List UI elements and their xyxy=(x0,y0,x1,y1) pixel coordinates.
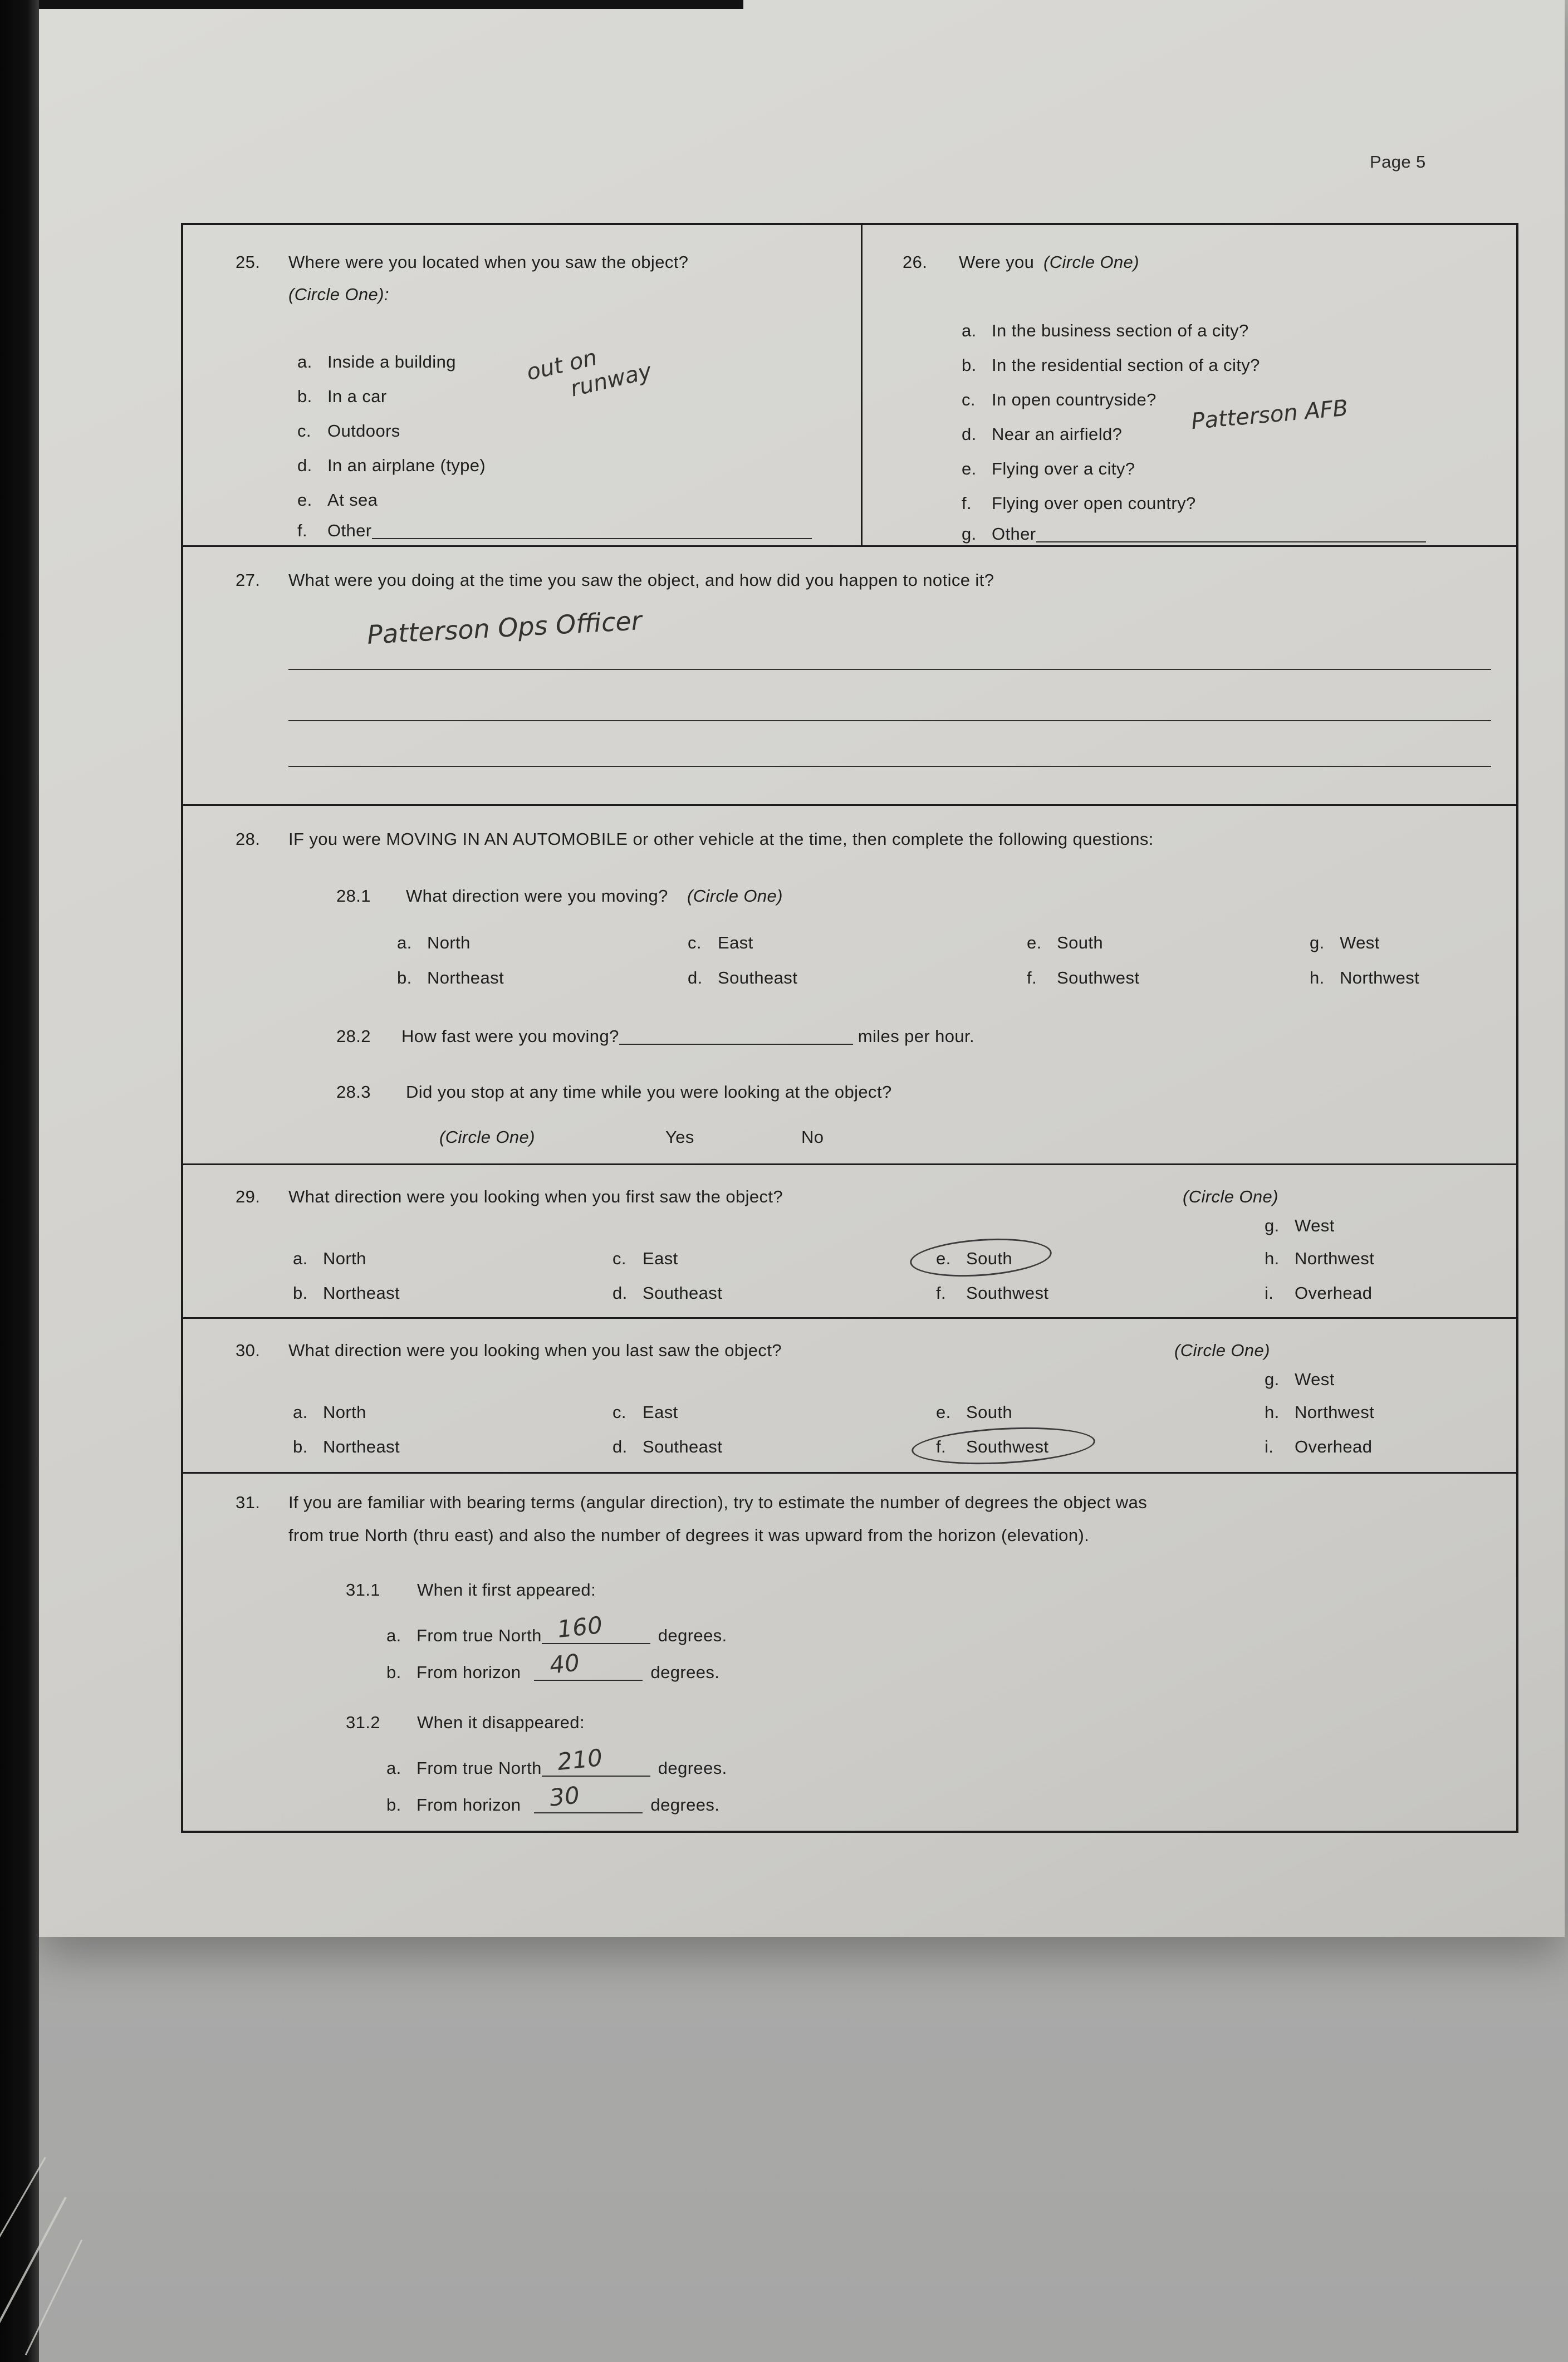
degrees-label: degrees. xyxy=(650,1662,720,1682)
option-label: South xyxy=(966,1402,1013,1422)
q28-option-g xyxy=(1310,932,1380,954)
q25-option-d xyxy=(297,455,486,477)
option-key: a. xyxy=(293,1402,308,1422)
option-key: c. xyxy=(612,1402,626,1422)
q31-1-row-b xyxy=(386,1648,720,1684)
column-divider xyxy=(861,225,863,545)
q28-2-suffix: miles per hour. xyxy=(857,1026,975,1046)
option-label: At sea xyxy=(327,490,378,510)
q31-2-row-b xyxy=(386,1781,720,1816)
option-key: d. xyxy=(688,968,703,987)
option-key: d. xyxy=(612,1283,628,1303)
option-label: Outdoors xyxy=(327,421,400,441)
option-label: North xyxy=(323,1249,366,1268)
answer-line xyxy=(288,669,1491,670)
option-label: North xyxy=(323,1402,366,1422)
handwritten-value: 160 xyxy=(556,1611,604,1643)
option-label: Southwest xyxy=(966,1283,1049,1303)
q26-option-f xyxy=(962,493,1196,515)
section-q31 xyxy=(183,1472,1516,1831)
option-key: c. xyxy=(688,933,702,952)
option-key: b. xyxy=(293,1283,308,1303)
q26-option-d xyxy=(962,424,1122,446)
q29-number: 29. xyxy=(236,1187,261,1206)
q28-1-number: 28.1 xyxy=(336,886,371,906)
option-label: Inside a building xyxy=(327,352,456,371)
handwritten-value: 40 xyxy=(548,1648,582,1679)
q28-title: IF you were MOVING IN AN AUTOMOBILE or other vehicle at the time, then complete the following questions: xyxy=(288,829,1154,849)
q30-subtitle: (Circle One) xyxy=(1174,1341,1270,1360)
option-key: g. xyxy=(1310,933,1325,952)
q30-title: What direction were you looking when you last saw the object? xyxy=(288,1341,782,1360)
section-q27 xyxy=(183,545,1516,804)
q30-option-c xyxy=(612,1402,678,1424)
degrees-blank xyxy=(542,1611,650,1644)
option-key: a. xyxy=(962,321,977,340)
option-key: f. xyxy=(1027,968,1037,987)
q27-number: 27. xyxy=(236,570,261,590)
option-label: Other xyxy=(992,524,1036,544)
option-key: g. xyxy=(1265,1216,1280,1235)
option-key: a. xyxy=(386,1626,401,1645)
option-label: Southeast xyxy=(718,968,798,987)
option-label: South xyxy=(966,1249,1013,1268)
questionnaire-form xyxy=(181,223,1518,1833)
option-key: e. xyxy=(962,459,977,478)
q30-option-g xyxy=(1265,1369,1335,1391)
q30-option-e xyxy=(936,1402,1012,1424)
option-label: Overhead xyxy=(1295,1283,1373,1303)
option-key: a. xyxy=(297,352,312,371)
option-key: f. xyxy=(297,521,308,540)
option-label: In the business section of a city? xyxy=(992,321,1249,340)
circle-annotation-southwest xyxy=(911,1423,1096,1468)
q28-3-no: No xyxy=(801,1127,824,1147)
q28-option-b xyxy=(397,967,504,989)
q26-option-e xyxy=(962,458,1135,480)
option-key: b. xyxy=(386,1795,401,1815)
q28-3-subtitle: (Circle One) xyxy=(439,1127,535,1147)
option-key: d. xyxy=(297,456,312,475)
option-key: d. xyxy=(962,424,977,444)
q28-3-title: Did you stop at any time while you were looking at the object? xyxy=(406,1082,892,1102)
q28-3-number: 28.3 xyxy=(336,1082,371,1102)
section-q30 xyxy=(183,1317,1516,1472)
option-key: f. xyxy=(962,493,972,513)
option-key: i. xyxy=(1265,1283,1274,1303)
q31-1-row-a xyxy=(386,1611,727,1647)
q30-option-a xyxy=(293,1402,366,1424)
speed-blank-line xyxy=(619,1028,853,1045)
option-label: In an airplane (type) xyxy=(327,456,486,475)
option-key: c. xyxy=(612,1249,626,1268)
q28-2-number: 28.2 xyxy=(336,1026,371,1046)
q29-title: What direction were you looking when you first saw the object? xyxy=(288,1187,783,1206)
q28-2-row xyxy=(336,1026,974,1048)
q26-subtitle: (Circle One) xyxy=(1043,252,1139,272)
degrees-blank xyxy=(534,1781,643,1813)
q29-option-g xyxy=(1265,1215,1335,1237)
option-key: g. xyxy=(962,524,977,544)
option-label: Flying over a city? xyxy=(992,459,1135,478)
q25-option-a xyxy=(297,351,456,373)
q25-number: 25. xyxy=(236,252,261,272)
q25-option-c xyxy=(297,420,400,442)
option-key: f. xyxy=(936,1437,947,1456)
option-label: South xyxy=(1057,933,1104,952)
option-key: e. xyxy=(936,1249,951,1268)
option-key: d. xyxy=(612,1437,628,1456)
q26-number: 26. xyxy=(903,252,928,272)
q25-option-b xyxy=(297,386,387,408)
q29-option-i xyxy=(1265,1283,1372,1304)
field-label: From true North xyxy=(416,1758,542,1778)
q26-handwritten-answer: Patterson AFB xyxy=(1190,395,1349,435)
q26-option-b xyxy=(962,355,1260,376)
q26-option-a xyxy=(962,320,1249,342)
option-label: West xyxy=(1340,933,1380,952)
option-label: West xyxy=(1295,1216,1335,1235)
handwritten-value: 30 xyxy=(548,1781,582,1812)
q27-title: What were you doing at the time you saw the object, and how did you happen to notice it? xyxy=(288,570,994,590)
q29-option-d xyxy=(612,1283,722,1304)
option-label: Flying over open country? xyxy=(992,493,1196,513)
q31-number: 31. xyxy=(236,1493,261,1512)
q28-option-a xyxy=(397,932,471,954)
option-label: Northwest xyxy=(1295,1402,1375,1422)
page-number: Page 5 xyxy=(1370,152,1426,172)
q29-subtitle: (Circle One) xyxy=(1183,1187,1278,1206)
q25-title: Where were you located when you saw the object? xyxy=(288,252,689,272)
option-label: In a car xyxy=(327,387,387,406)
option-key: h. xyxy=(1265,1249,1280,1268)
option-label: Northwest xyxy=(1295,1249,1375,1268)
q28-3-yes: Yes xyxy=(665,1127,694,1147)
answer-line xyxy=(288,766,1491,767)
degrees-label: degrees. xyxy=(658,1626,727,1645)
q31-2-title: When it disappeared: xyxy=(417,1713,585,1732)
option-label: Southwest xyxy=(1057,968,1140,987)
option-label: Northeast xyxy=(427,968,504,987)
option-key: a. xyxy=(293,1249,308,1268)
option-key: h. xyxy=(1265,1402,1280,1422)
option-label: Southeast xyxy=(643,1437,723,1456)
q28-1-title: What direction were you moving? xyxy=(406,886,668,906)
q30-option-i xyxy=(1265,1436,1372,1458)
option-label: In the residential section of a city? xyxy=(992,355,1260,375)
q29-option-a xyxy=(293,1248,366,1270)
q28-option-d xyxy=(688,967,797,989)
q28-option-f xyxy=(1027,967,1139,989)
option-key: b. xyxy=(386,1662,401,1682)
option-key: c. xyxy=(297,421,311,441)
scan-edge-band xyxy=(0,0,39,2362)
option-label: Southwest xyxy=(966,1437,1049,1456)
q28-option-h xyxy=(1310,967,1419,989)
option-key: a. xyxy=(397,933,412,952)
option-label: Overhead xyxy=(1295,1437,1373,1456)
option-label: Near an airfield? xyxy=(992,424,1123,444)
q31-2-row-a xyxy=(386,1743,727,1779)
q28-2-title: How fast were you moving? xyxy=(401,1026,619,1046)
option-key: h. xyxy=(1310,968,1325,987)
option-label: Northwest xyxy=(1340,968,1420,987)
q25-option-e xyxy=(297,490,378,511)
q28-option-c xyxy=(688,932,753,954)
q30-number: 30. xyxy=(236,1341,261,1360)
option-key: e. xyxy=(936,1402,951,1422)
q29-option-f xyxy=(936,1283,1048,1304)
q25-subtitle: (Circle One): xyxy=(288,285,389,304)
q28-1-subtitle: (Circle One) xyxy=(687,886,783,906)
option-label: East xyxy=(718,933,753,952)
q30-option-d xyxy=(612,1436,722,1458)
option-key: b. xyxy=(297,387,312,406)
option-label: Northeast xyxy=(323,1283,400,1303)
option-label: East xyxy=(643,1402,678,1422)
q31-2-number: 31.2 xyxy=(346,1713,380,1732)
option-key: e. xyxy=(1027,933,1042,952)
q31-1-number: 31.1 xyxy=(346,1580,380,1600)
option-label: In open countryside? xyxy=(992,390,1157,409)
field-label: From true North xyxy=(416,1626,542,1645)
option-key: b. xyxy=(397,968,412,987)
q26-title: Were you xyxy=(959,252,1035,272)
option-key: c. xyxy=(962,390,976,409)
q26-option-c xyxy=(962,389,1157,411)
q29-option-h xyxy=(1265,1248,1374,1270)
field-label: From horizon xyxy=(416,1795,521,1815)
section-q28 xyxy=(183,804,1516,1163)
option-label: West xyxy=(1295,1370,1335,1389)
option-label: Northeast xyxy=(323,1437,400,1456)
option-key: i. xyxy=(1265,1437,1274,1456)
option-label: East xyxy=(643,1249,678,1268)
other-blank-line xyxy=(372,522,812,539)
option-key: a. xyxy=(386,1758,401,1778)
degrees-label: degrees. xyxy=(658,1758,727,1778)
degrees-blank xyxy=(534,1648,643,1681)
option-label: Southeast xyxy=(643,1283,723,1303)
q26-option-g xyxy=(962,524,1426,545)
option-label: Other xyxy=(327,521,372,540)
section-q29 xyxy=(183,1163,1516,1317)
q28-option-e xyxy=(1027,932,1103,954)
option-key: b. xyxy=(962,355,977,375)
q29-option-b xyxy=(293,1283,400,1304)
section-q25-q26 xyxy=(183,225,1516,545)
degrees-label: degrees. xyxy=(650,1795,720,1815)
degrees-blank xyxy=(542,1743,650,1777)
option-key: g. xyxy=(1265,1370,1280,1389)
q28-number: 28. xyxy=(236,829,261,849)
option-key: b. xyxy=(293,1437,308,1456)
option-key: f. xyxy=(936,1283,947,1303)
q29-option-c xyxy=(612,1248,678,1270)
circle-annotation-south xyxy=(909,1234,1053,1281)
other-blank-line xyxy=(1036,526,1426,542)
option-label: North xyxy=(427,933,471,952)
q25-handwritten-answer: out on runway xyxy=(524,344,654,402)
q31-title-line1: If you are familiar with bearing terms (angular direction), try to estimate the number of degrees the object was xyxy=(288,1493,1148,1512)
scan-edge-strip xyxy=(39,0,743,9)
field-label: From horizon xyxy=(416,1662,521,1682)
q27-handwritten-answer: Patterson Ops Officer xyxy=(366,605,643,650)
q25-option-f xyxy=(297,520,812,542)
answer-line xyxy=(288,720,1491,721)
handwritten-value: 210 xyxy=(556,1743,604,1776)
q30-option-b xyxy=(293,1436,400,1458)
q31-1-title: When it first appeared: xyxy=(417,1580,596,1600)
q30-option-h xyxy=(1265,1402,1374,1424)
q31-title-line2: from true North (thru east) and also the number of degrees it was upward from the horizon (elevation). xyxy=(288,1525,1090,1545)
option-key: e. xyxy=(297,490,312,510)
